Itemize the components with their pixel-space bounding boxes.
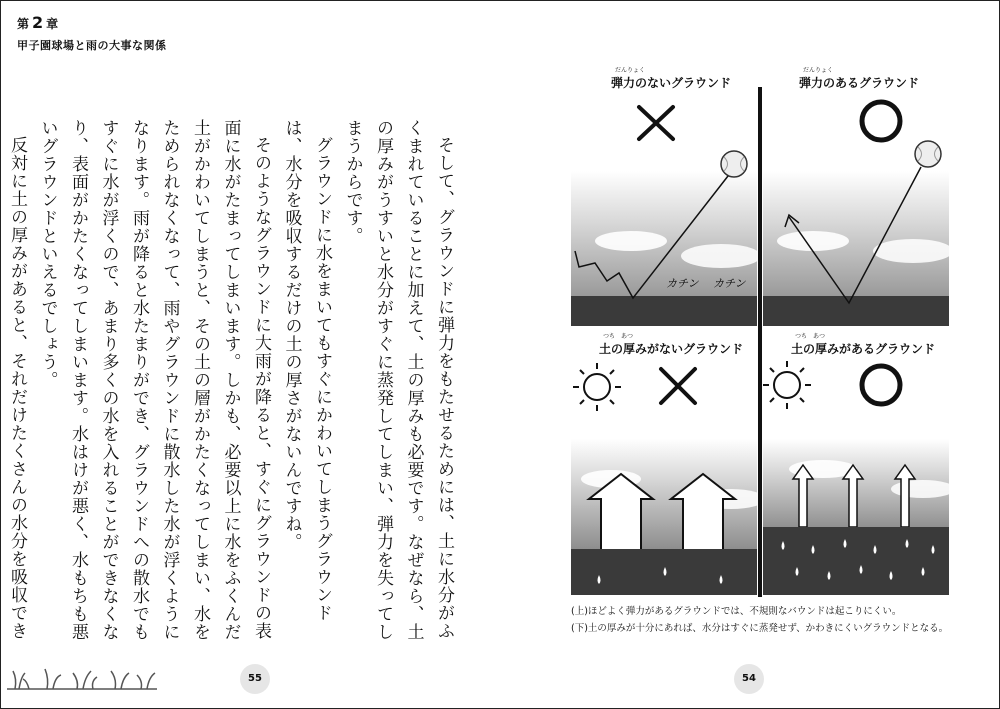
chapter-title: 甲子園球場と雨の大事な関係 bbox=[17, 39, 167, 52]
caption-bottom: (下)土の厚みが十分にあれば、水分はすぐに蒸発せず、かわきにくいグラウンドとなる。 bbox=[571, 623, 949, 634]
page-number-right: 54 bbox=[734, 664, 764, 694]
ground bbox=[571, 296, 757, 326]
panel-no-bounce bbox=[571, 91, 757, 326]
cloud-icon bbox=[595, 231, 667, 251]
thick-soil-layer bbox=[763, 527, 949, 595]
panel-thin-soil bbox=[571, 349, 757, 595]
sun-icon bbox=[573, 363, 621, 411]
paragraph: 反対に土の厚みがあると、それだけたくさんの水分を吸収でき bbox=[7, 136, 27, 640]
baseball-icon bbox=[721, 151, 747, 177]
chapter-prefix: 第 bbox=[17, 17, 30, 31]
circle-mark-icon bbox=[862, 366, 900, 404]
chapter-heading bbox=[17, 13, 58, 32]
grass-icon bbox=[7, 661, 157, 693]
panel-bounce bbox=[763, 91, 949, 326]
panel-label-no-bounce: だんりょく 弾力のないグラウンド bbox=[611, 67, 732, 90]
panel-label-thick-soil: つち あつ 土の厚みがあるグラウンド bbox=[791, 333, 936, 356]
chapter-number: 2 bbox=[32, 13, 44, 32]
baseball-icon bbox=[915, 141, 941, 167]
paragraph: そのようなグラウンドに大雨が降ると、すぐにグラウンドの表面に水がたまってしまいます。しかも、必要以上に水をふくんだ土がかわいてしまうと、その土の層がかたくなってしまい、水をためられなくなって、雨やグラウンドに散水した水が浮くようになります。雨が降ると水たまりができ、グラウンドへの散水でもすぐに水が浮くので、あまり多くの水を入れることができなくなり、表面がかたくなってしまいます。水はけが悪く、水もちも悪いグラウンドといえるでしょう。 bbox=[37, 119, 271, 641]
panel-label-bounce: だんりょく 弾力のあるグラウンド bbox=[799, 67, 920, 90]
circle-mark-icon bbox=[862, 102, 900, 140]
chapter-suffix: 章 bbox=[46, 17, 59, 31]
paragraph: そして、グラウンドに弾力をもたせるためには、土に水分がふくまれていることに加えて、土の厚みも必要です。なぜなら、土の厚みがうすいと水分がすぐに蒸発してしまい、弾力を失ってしまうからです。 bbox=[342, 119, 454, 641]
panel-label-thin-soil: つち あつ 土の厚みがないグラウンド bbox=[599, 333, 744, 356]
sound-effect-text: カチン bbox=[666, 277, 699, 290]
caption-top: (上)ほどよく弾力があるグラウンドでは、不規則なバウンドは起こりにくい。 bbox=[571, 606, 902, 617]
cross-mark-icon bbox=[661, 369, 695, 403]
panel-thick-soil bbox=[763, 349, 949, 595]
page-number-left: 55 bbox=[240, 664, 270, 694]
panel-divider bbox=[758, 87, 762, 597]
paragraph: グラウンドに水をまいてもすぐにかわいてしまうグラウンドは、水分を吸収するだけの土の厚さがないんですね。 bbox=[281, 119, 332, 622]
sound-effect-text: カチン bbox=[713, 277, 746, 290]
cloud-icon bbox=[777, 231, 849, 251]
body-text bbox=[7, 119, 459, 649]
cross-mark-icon bbox=[639, 107, 673, 139]
ground bbox=[763, 296, 949, 326]
sun-icon bbox=[763, 361, 811, 409]
